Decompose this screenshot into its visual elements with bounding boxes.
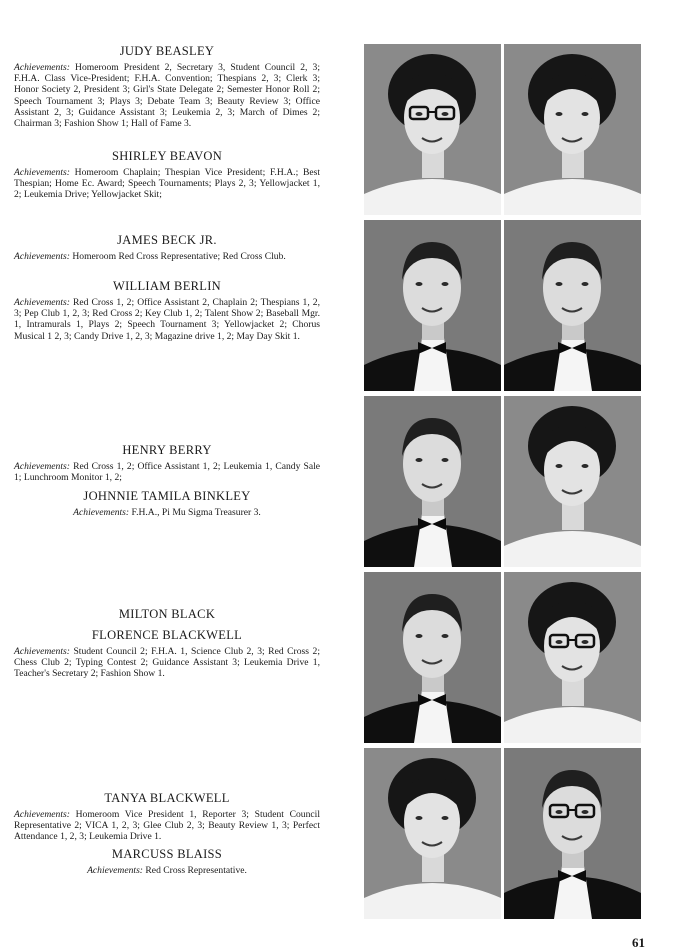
left-eye	[556, 810, 563, 814]
portrait-photo	[504, 220, 641, 391]
student-name: FLORENCE BLACKWELL	[91, 628, 243, 642]
student-entry-henry-berry	[14, 443, 320, 483]
student-name: JUDY BEASLEY	[119, 44, 215, 58]
right-eye	[442, 634, 449, 638]
student-name: MARCUSS BLAISS	[111, 847, 223, 861]
portrait-photo	[504, 44, 641, 215]
student-entry-shirley-beavon	[14, 149, 320, 201]
achievements-label: Achievements:	[14, 809, 70, 820]
portrait-photo	[364, 748, 501, 919]
portrait-image	[504, 44, 641, 215]
student-name: WILLIAM BERLIN	[113, 279, 221, 293]
achievements-label: Achievements:	[14, 297, 70, 308]
student-name: JAMES BECK JR.	[117, 233, 217, 247]
student-name: HENRY BERRY	[122, 443, 212, 457]
portrait-image	[364, 44, 501, 215]
portrait-image	[504, 396, 641, 567]
left-eye	[416, 816, 423, 820]
right-eye	[582, 282, 589, 286]
portrait-photo	[364, 396, 501, 567]
achievements-label: Achievements:	[14, 62, 70, 73]
portrait-image	[504, 748, 641, 919]
right-eye	[442, 458, 449, 462]
student-entry-william-berlin	[14, 279, 320, 342]
achievements-text: Achievements: Homeroom Red Cross Representative; Red Cross Club.	[14, 251, 286, 262]
portrait-photo	[504, 396, 641, 567]
page-number: 61	[632, 935, 645, 950]
student-entry-florence-blackwell	[14, 628, 320, 680]
portrait-photo	[364, 44, 501, 215]
portrait-image	[504, 220, 641, 391]
student-entry-judy-beasley	[14, 44, 320, 129]
left-eye	[416, 458, 423, 462]
achievements-label: Achievements:	[14, 251, 70, 262]
left-eye	[416, 112, 423, 116]
right-eye	[582, 810, 589, 814]
portrait-image	[364, 220, 501, 391]
student-entry-johnnie-binkley	[14, 489, 320, 518]
left-eye	[556, 282, 563, 286]
right-eye	[442, 282, 449, 286]
left-eye	[416, 282, 423, 286]
achievements-text: Achievements: Red Cross 1, 2; Office Assistant 2, Chaplain 2; Thespians 1, 2, 3; Pep Club 1, 2, 3; Red Cross 2; Key Club 1, 2; Talent Show 2; Baseball Mgr. 1, Intramurals 1, Plays 2; Speech Tournament 3; Yellowjacket 2; Chorus Musical 1 2, 3; Candy Drive 1, 2, 3; Magazine drive 1, 2; May Day Skit 1.	[14, 297, 320, 342]
achievements-text: Achievements: Homeroom Chaplain; Thespian Vice President; F.H.A.; Best Thespian; Home Ec. Award; Speech Tournaments; Plays 2, 3; Yellowjacket 1, 2; Leukemia Drive; Yellowjacket Skit;	[14, 167, 320, 201]
achievements-label: Achievements:	[87, 865, 143, 876]
student-entry-milton-black	[14, 607, 320, 625]
achievements-text: Achievements: Student Council 2; F.H.A. 1, Science Club 2, 3; Red Cross 2; Chess Club 2; Typing Contest 2; Guidance Assistant 3; Leukemia Drive 1, Teacher's Secretary 2; Fashion Show 1.	[14, 646, 320, 680]
achievements-label: Achievements:	[14, 646, 70, 657]
achievements-text: Achievements: F.H.A., Pi Mu Sigma Treasurer 3.	[73, 507, 261, 518]
student-entry-james-beck	[14, 233, 320, 262]
achievements-text: Achievements: Homeroom Vice President 1, Reporter 3; Student Council Representative 2; VICA 1, 2, 3; Glee Club 2, 3; Beauty Review 1, 3; Perfect Attendance 1, 2, 3; Leukemia Drive 1.	[14, 809, 320, 843]
portrait-photo	[504, 748, 641, 919]
student-entry-marcuss-blaiss	[14, 847, 320, 876]
portrait-photo	[504, 572, 641, 743]
achievements-text: Achievements: Red Cross Representative.	[87, 865, 247, 876]
achievements-label: Achievements:	[14, 461, 70, 472]
student-name: MILTON BLACK	[118, 607, 216, 621]
achievements-text: Achievements: Red Cross 1, 2; Office Assistant 1, 2; Leukemia 1, Candy Sale 1; Lunchroom Monitor 1, 2;	[14, 461, 321, 484]
portrait-image	[364, 396, 501, 567]
achievements-label: Achievements:	[14, 167, 70, 178]
right-eye	[582, 640, 589, 644]
portrait-photo	[364, 220, 501, 391]
achievements-text: Achievements: Homeroom President 2, Secretary 3, Student Council 2, 3; F.H.A. Class Vice-President; F.H.A. Convention; Thespians 2, 3; Clerk 3; Honor Society 2, President 3; Girl's State Delegate 2; Semester Honor Roll 2; Speech Tournament 3; Plays 3; Debate Team 3; Beauty Review 3; Office Assistant 2, 3; Guidance Assistant 3; Leukemia 2, 3; March of Dimes 2; Chairman 3; Fashion Show 1; Hall of Fame 3.	[14, 62, 320, 130]
portrait-image	[364, 572, 501, 743]
portrait-image	[364, 748, 501, 919]
left-eye	[556, 640, 563, 644]
student-entry-tanya-blackwell	[14, 791, 320, 843]
left-eye	[556, 464, 563, 468]
left-eye	[556, 112, 563, 116]
student-name: SHIRLEY BEAVON	[111, 149, 223, 163]
student-name: TANYA BLACKWELL	[104, 791, 230, 805]
student-name: JOHNNIE TAMILA BINKLEY	[83, 489, 251, 503]
portrait-photo	[364, 572, 501, 743]
left-eye	[416, 634, 423, 638]
right-eye	[582, 464, 589, 468]
right-eye	[442, 816, 449, 820]
portrait-image	[504, 572, 641, 743]
achievements-label: Achievements:	[73, 507, 130, 518]
right-eye	[582, 112, 589, 116]
right-eye	[442, 112, 449, 116]
